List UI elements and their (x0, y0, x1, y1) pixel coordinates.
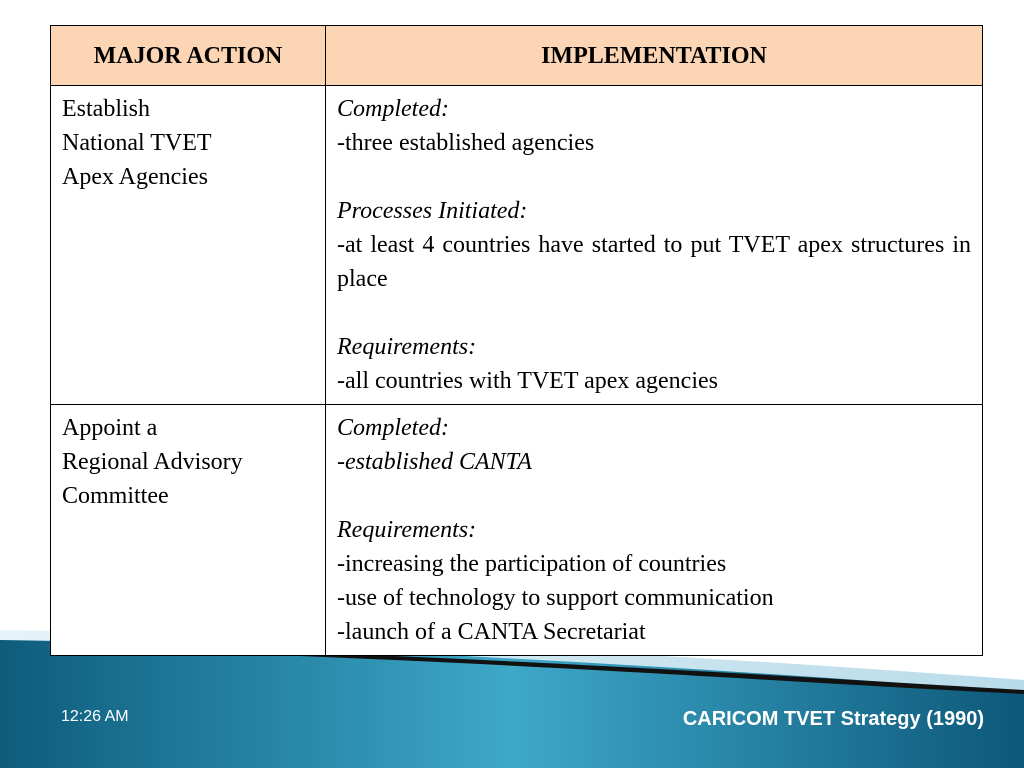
completed-item: established CANTA (345, 449, 532, 475)
requirement-item: -all countries with TVET apex agencies (337, 368, 718, 394)
action-line: National TVET (62, 130, 212, 156)
requirements-label: Requirements: (337, 334, 477, 360)
action-line: Committee (62, 483, 169, 509)
action-line: Establish (62, 96, 150, 122)
action-line: Appoint a (62, 415, 158, 441)
completed-label: Completed: (337, 96, 449, 122)
completed-item: -three established agencies (337, 130, 595, 156)
requirements-label: Requirements: (337, 517, 477, 543)
header-major-action: MAJOR ACTION (51, 26, 326, 86)
footer-time: 12:26 AM (61, 708, 129, 725)
table-row (51, 86, 983, 405)
header-implementation: IMPLEMENTATION (326, 26, 983, 86)
footer-title: CARICOM TVET Strategy (1990) (682, 708, 984, 730)
requirement-item: -use of technology to support communication (337, 585, 774, 611)
action-line: Apex Agencies (62, 164, 208, 190)
action-cell (51, 405, 326, 656)
table-row (51, 405, 983, 656)
actions-table (50, 25, 983, 656)
completed-label: Completed: (337, 415, 449, 441)
completed-dash: - (337, 449, 345, 475)
action-line: Regional Advisory (62, 449, 243, 475)
initiated-label: Processes Initiated: (337, 198, 528, 224)
initiated-item: -at least 4 countries have started to put TVET apex structures in place (337, 232, 971, 292)
table-header-row (51, 26, 983, 86)
implementation-cell (326, 86, 983, 405)
requirement-item: -increasing the participation of countries (337, 551, 727, 577)
implementation-cell (326, 405, 983, 656)
action-cell (51, 86, 326, 405)
completed-item-line (337, 445, 971, 479)
requirement-item: -launch of a CANTA Secretariat (337, 619, 646, 645)
